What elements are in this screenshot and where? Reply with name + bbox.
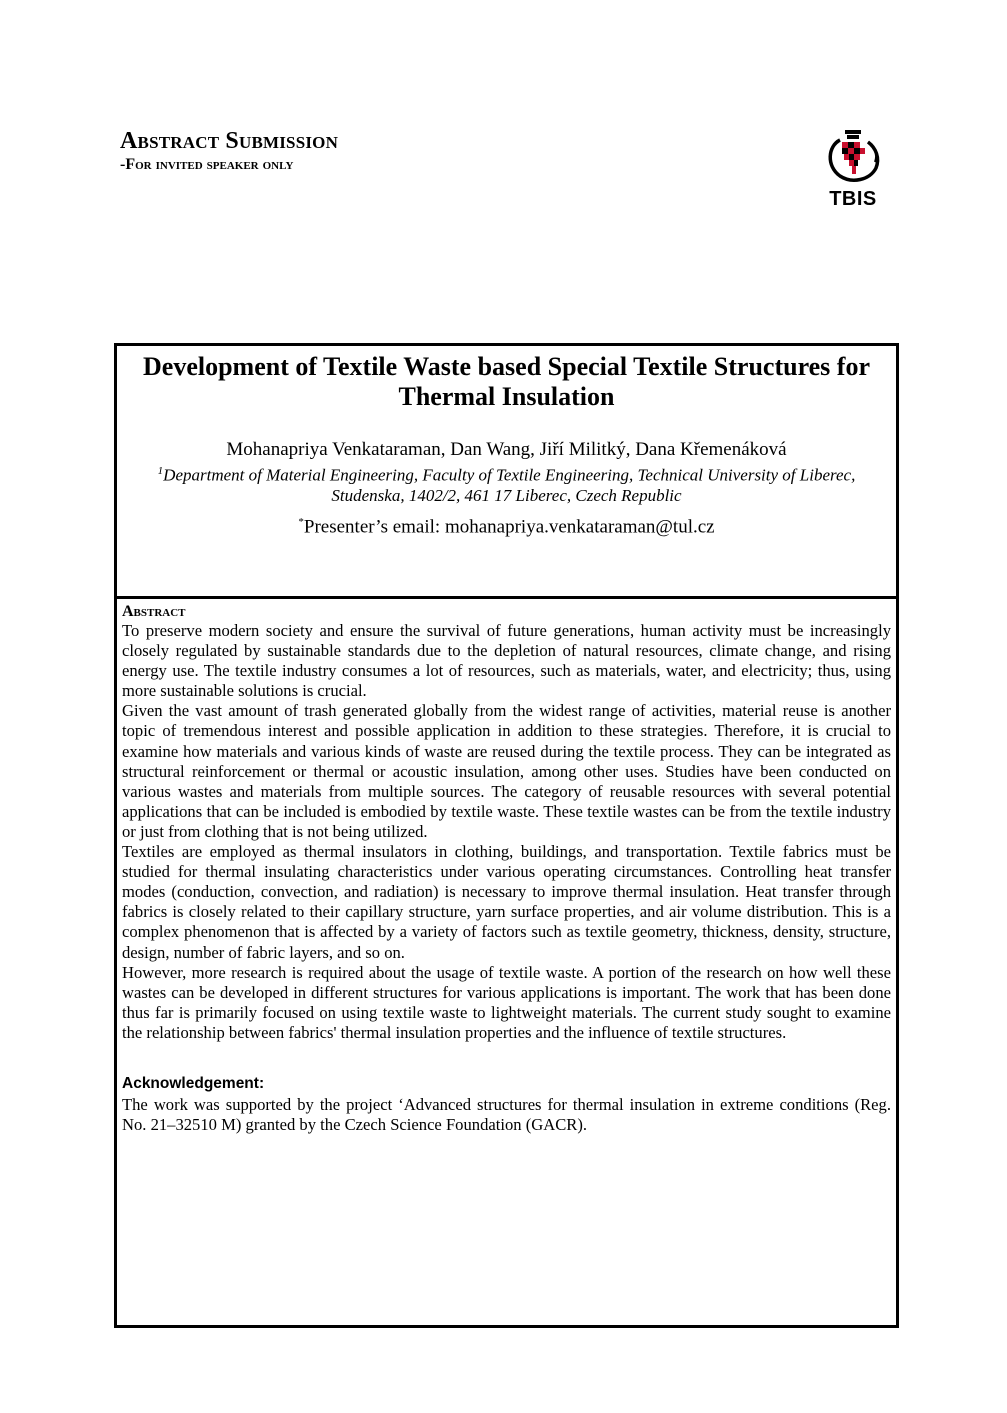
affiliation-text: Department of Material Engineering, Faculty of Textile Engineering, Technical University of Liberec, Studenska, 1402/2, 461 17 Liberec, Czech Republic [163,465,856,505]
abstract-paragraph: However, more research is required about the usage of textile waste. A portion of the research on how well these wastes can be developed in different structures for various applications is important. The work that has been done thus far is primarily focused on using textile waste to lightweight materials. The current study sought to examine the relationship between fabrics' thermal insulation properties and the influence of textile structures. [122,962,891,1042]
presenter-mark: * [298,515,304,528]
presenter-email [117,511,896,538]
presenter-text: Presenter’s email: mohanapriya.venkataraman@tul.cz [303,515,715,537]
header [120,128,338,174]
tbis-logo [818,126,888,212]
abstract-paragraph: To preserve modern society and ensure the survival of future generations, human activity must be increasingly closely regulated by sustainable standards due to the depletion of natural resources, climate change, and rising energy use. The textile industry consumes a lot of resources, such as materials, water, and electricity; thus, using more sustainable solutions is crucial. [122,621,891,701]
tbis-logo-icon [818,126,888,188]
paper-title: Development of Textile Waste based Special Textile Structures for Thermal Insulation [143,352,870,411]
header-subtitle: -For invited speaker only [120,156,294,173]
abstract-paragraph: Given the vast amount of trash generated globally from the widest range of activities, material reuse is another topic of tremendous interest and possible application in addition to these strategies. Therefore, it is crucial to examine how materials and various kinds of waste are reused during the textile process. They can be integrated as structural reinforcement or thermal or acoustic insulation, among other uses. Studies have been conducted on various wastes and materials from multiple sources. The category of reusable resources with several potential applications that can be included is embodied by textile waste. These textile wastes can be from the textile industry or just from clothing that is not being utilized. [122,701,891,841]
title-box [114,343,899,599]
header-title: Abstract Submission [120,128,339,154]
abstract-heading: Abstract [122,603,186,620]
affiliation [137,461,876,506]
abstract-paragraph: Textiles are employed as thermal insulators in clothing, buildings, and transportation. Textile fabrics must be studied for thermal insulating characteristics under various operating circumstances. Controlling heat transfer modes (conduction, convection, and radiation) is necessary to improve thermal insulation. Heat transfer through fabrics is closely related to their capillary structure, yarn surface properties, and air volume distribution. This is a complex phenomenon that is affected by a variety of factors such as textile geometry, thickness, density, structure, design, number of fabric layers, and so on. [122,842,891,962]
acknowledgement-heading: Acknowledgement: [122,1074,265,1092]
acknowledgement-text: The work was supported by the project ‘Advanced structures for thermal insulation in extreme conditions (Reg. No. 21–32510 M) granted by the Czech Science Foundation (GACR). [122,1094,891,1135]
logo-text: TBIS [829,188,877,210]
authors: Mohanapriya Venkataraman, Dan Wang, Jiří Militký, Dana Křemenáková [226,439,787,460]
affiliation-mark: 1 [157,465,164,477]
abstract-box [114,596,899,1328]
